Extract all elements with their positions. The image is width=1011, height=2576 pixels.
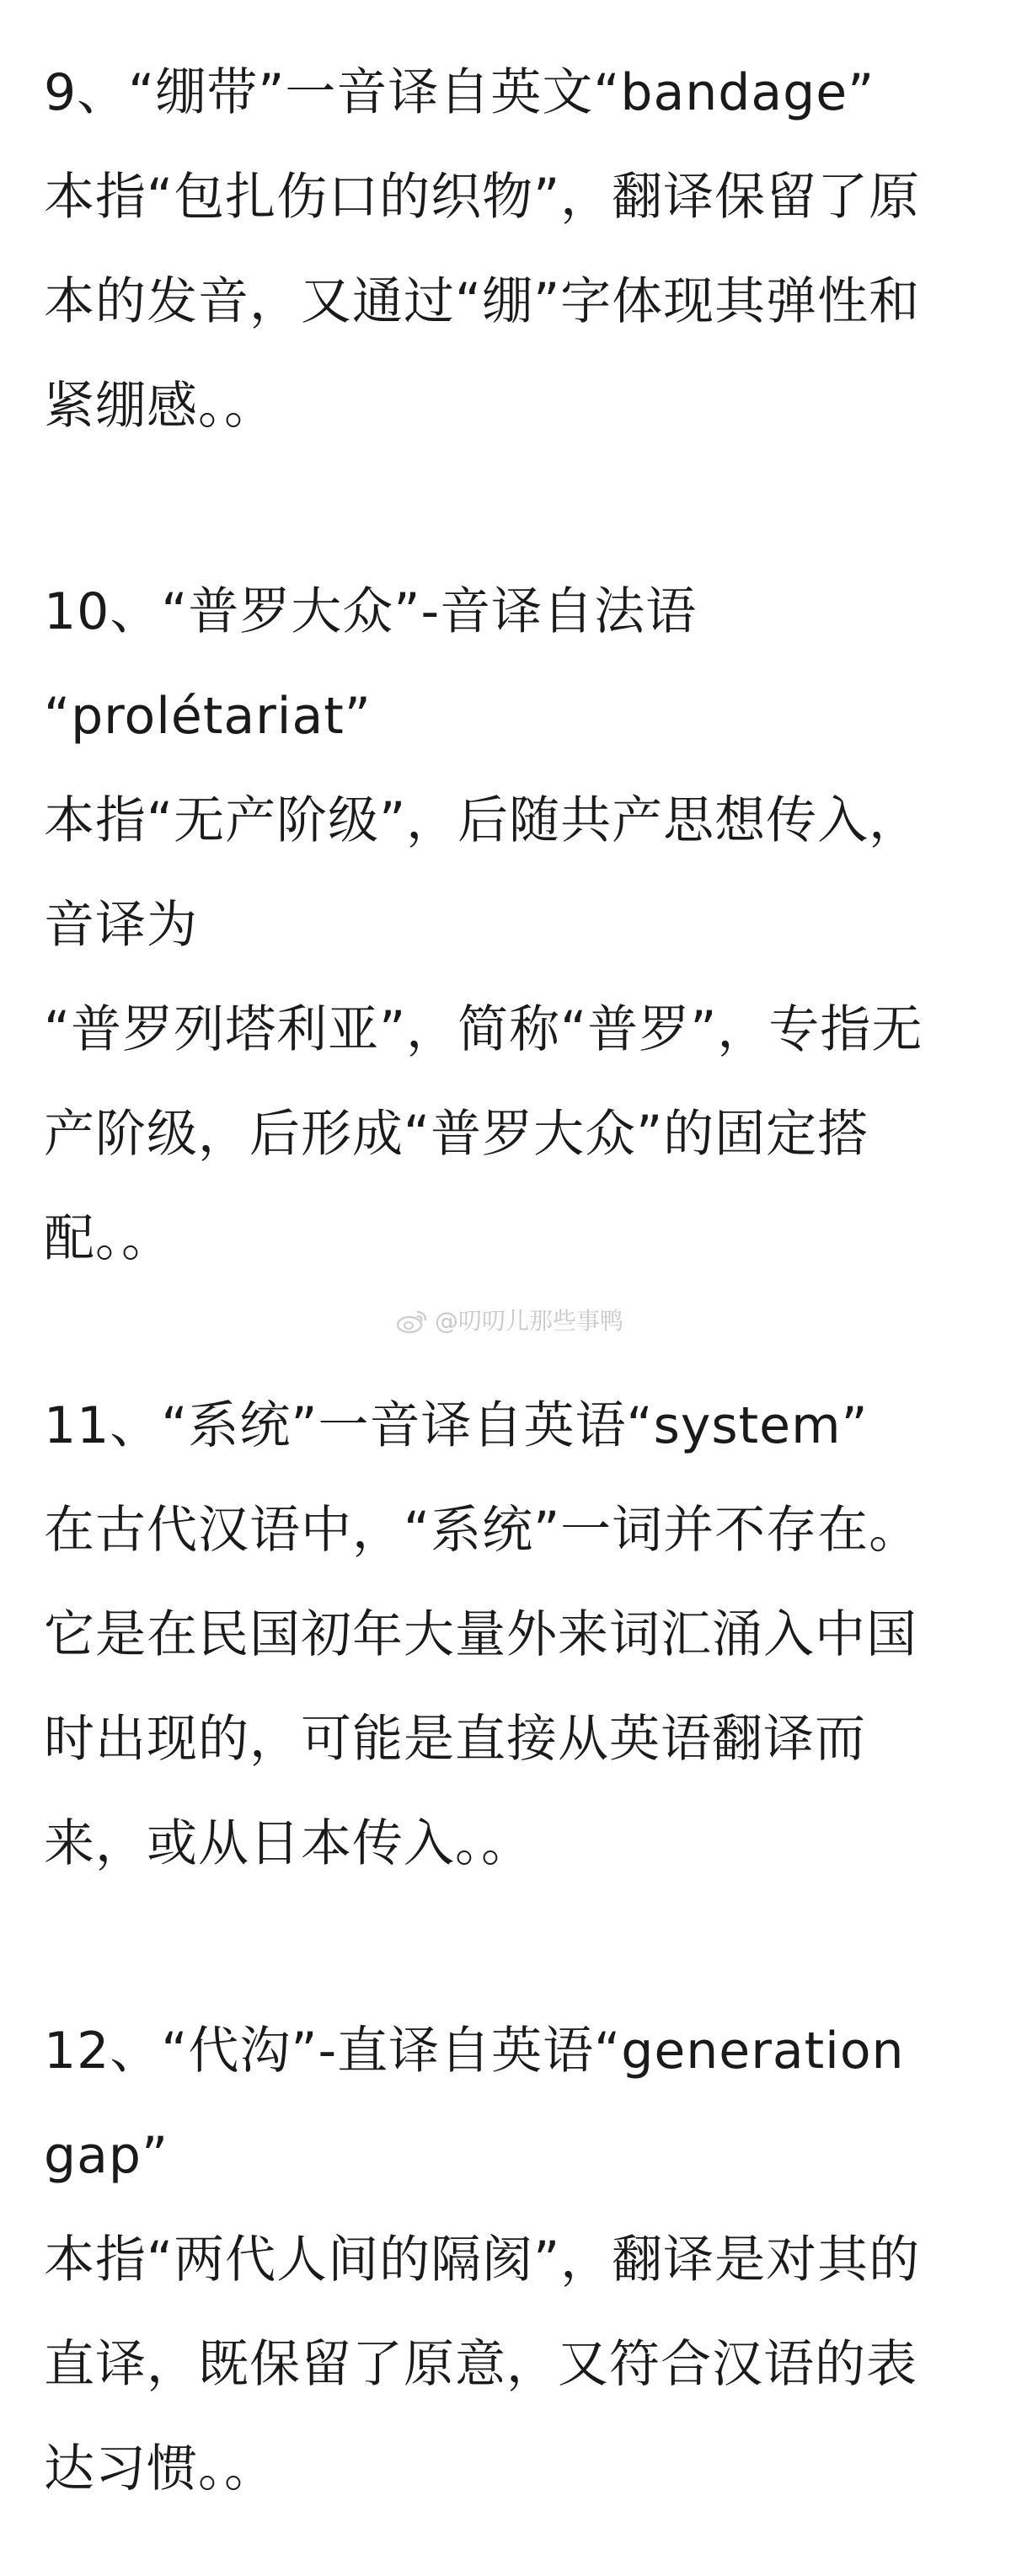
entry-10-line: 配。。 — [44, 1209, 173, 1268]
weibo-icon — [396, 1309, 428, 1334]
entry-11-line: 它是在民国初年大量外来词汇涌入中国 — [44, 1605, 917, 1664]
entry-11-line: 在古代汉语中，“系统”一词并不存在。 — [44, 1501, 921, 1560]
entry-10-title-cont: “prolétariat” — [44, 687, 372, 746]
entry-10-line: 音译为 — [44, 896, 198, 955]
entry-9-line: 紧绷感。。 — [44, 377, 275, 436]
entry-12-line: 本指“两代人间的隔阂”，翻译是对其的 — [44, 2231, 921, 2289]
watermark — [396, 1304, 623, 1338]
entry-9-line: 本指“包扎伤口的织物”，翻译保留了原 — [44, 168, 921, 227]
entry-12-line: 达习惯。。 — [44, 2439, 275, 2498]
entry-9-line: 本的发音，又通过“绷”字体现其弹性和 — [44, 272, 921, 331]
entry-10-title: 10、“普罗大众”-音译自法语 — [44, 582, 698, 641]
entry-12-title-cont: gap” — [44, 2126, 169, 2185]
entry-10-line: “普罗列塔利亚”，简称“普罗”，专指无 — [44, 1000, 923, 1059]
entry-11-line: 时出现的，可能是直接从英语翻译而 — [44, 1710, 866, 1769]
entry-11-line: 来，或从日本传入。。 — [44, 1814, 532, 1873]
watermark-text: @叨叨儿那些事鸭 — [435, 1307, 624, 1335]
entry-11-title: 11、“系统”一音译自英语“system” — [44, 1396, 869, 1455]
entry-12-line: 直译，既保留了原意，又符合汉语的表 — [44, 2335, 917, 2394]
entry-10-line: 本指“无产阶级”，后随共产思想传入， — [44, 791, 921, 850]
entry-12-title: 12、“代沟”-直译自英语“generation — [44, 2022, 905, 2081]
entry-10-line: 产阶级，后形成“普罗大众”的固定搭 — [44, 1105, 869, 1164]
entry-9-title: 9、“绷带”一音译自英文“bandage” — [44, 63, 875, 122]
